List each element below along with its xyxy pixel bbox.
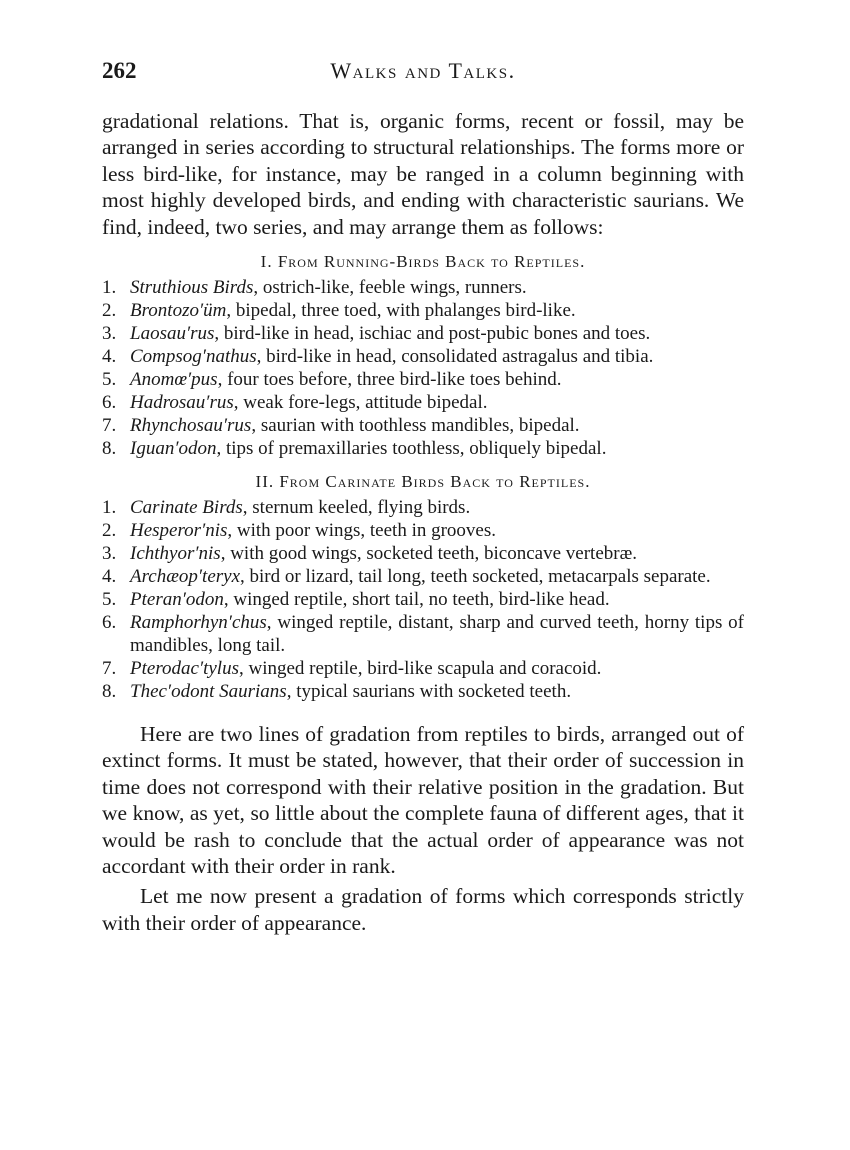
item-number: 2. <box>102 520 117 542</box>
taxon-description: , with good wings, socketed teeth, biconcave vertebræ. <box>220 543 638 565</box>
list-item <box>102 680 744 703</box>
taxon-name: Thec′odont Saurians <box>130 681 287 703</box>
item-number: 3. <box>102 323 117 345</box>
taxon-name: Compsog′nathus <box>130 346 257 368</box>
taxon-description: , sternum keeled, flying birds. <box>242 497 471 519</box>
list-item <box>102 391 744 414</box>
list-item <box>102 437 744 460</box>
list-item <box>102 588 744 611</box>
item-number: 2. <box>102 300 117 322</box>
taxon-description: , with poor wings, teeth in grooves. <box>227 520 497 542</box>
closing-paragraph-one: Here are two lines of gradation from reptiles to birds, arranged out of extinct forms. It must be stated, however, that their order of succession in time does not correspond with their relative position in the gradation. But we know, as yet, so little about the complete fauna of different ages, that it would be rash to conclude that the actual order of appearance was not accordant with their order in rank. <box>102 722 744 879</box>
page-body <box>102 108 744 936</box>
list-item <box>102 368 744 391</box>
list-item <box>102 542 744 565</box>
list-item <box>102 276 744 299</box>
list-item <box>102 345 744 368</box>
item-number: 5. <box>102 589 117 611</box>
item-number: 4. <box>102 346 117 368</box>
section-gap <box>102 703 744 721</box>
taxon-name: Pteran′odon <box>130 589 224 611</box>
page-number: 262 <box>102 58 137 83</box>
taxon-name: Hesperor′nis <box>130 520 228 542</box>
list-item <box>102 657 744 680</box>
taxon-name: Iguan′odon <box>130 438 217 460</box>
series-one-heading: I. From Running-Birds Back to Reptiles. <box>260 252 586 272</box>
taxon-description: , saurian with toothless mandibles, bipedal. <box>251 415 580 437</box>
closing-paragraph-two: Let me now present a gradation of forms which corresponds strictly with their order of appearance. <box>102 884 744 935</box>
taxon-description: , winged reptile, short tail, no teeth, bird-like head. <box>223 589 610 611</box>
taxon-name: Pterodac′tylus <box>130 658 239 680</box>
taxon-description: , bird-like in head, consolidated astragalus and tibia. <box>256 346 654 368</box>
taxon-description: , four toes before, three bird-like toes behind. <box>217 369 562 391</box>
taxon-name: Struthious Birds <box>130 277 254 299</box>
series-one-list <box>102 276 744 460</box>
taxon-name: Carinate Birds <box>130 497 243 519</box>
series-two-heading: II. From Carinate Birds Back to Reptiles. <box>255 472 591 492</box>
taxon-name: Ichthyor′nis <box>130 543 221 565</box>
list-item <box>102 519 744 542</box>
item-number: 8. <box>102 681 117 703</box>
taxon-description: , bird or lizard, tail long, teeth socketed, metacarpals separate. <box>240 566 711 588</box>
taxon-description: , typical saurians with socketed teeth. <box>286 681 572 703</box>
taxon-name: Rhynchosau′rus <box>130 415 252 437</box>
taxon-description: , tips of premaxillaries toothless, obliquely bipedal. <box>216 438 607 460</box>
taxon-name: Brontozo′üm <box>130 300 227 322</box>
running-title: Walks and Talks. <box>330 58 516 83</box>
item-number: 3. <box>102 543 117 565</box>
item-number: 1. <box>102 497 117 519</box>
item-number: 6. <box>102 612 117 634</box>
series-two-list <box>102 496 744 703</box>
item-number: 4. <box>102 566 117 588</box>
item-number: 8. <box>102 438 117 460</box>
taxon-name: Hadrosau′rus <box>130 392 234 414</box>
list-item <box>102 322 744 345</box>
item-number: 6. <box>102 392 117 414</box>
page-header <box>102 58 744 88</box>
item-number: 7. <box>102 415 117 437</box>
taxon-name: Ramphorhyn′chus <box>130 612 267 634</box>
list-item <box>102 414 744 437</box>
list-item <box>102 299 744 322</box>
item-number: 7. <box>102 658 117 680</box>
list-item <box>102 611 744 657</box>
list-item <box>102 565 744 588</box>
taxon-description: , ostrich-like, feeble wings, runners. <box>253 277 527 299</box>
taxon-name: Archæop′teryx <box>130 566 241 588</box>
item-number: 1. <box>102 277 117 299</box>
taxon-name: Laosau′rus <box>130 323 215 345</box>
taxon-description: , bird-like in head, ischiac and post-pubic bones and toes. <box>214 323 651 345</box>
taxon-name: Anomœ′pus <box>130 369 218 391</box>
taxon-description: , winged reptile, bird-like scapula and coracoid. <box>238 658 602 680</box>
taxon-description: , winged reptile, distant, sharp and curved teeth, horny tips of mandibles, long tail. <box>130 612 744 657</box>
intro-paragraph: gradational relations. That is, organic forms, recent or fossil, may be arranged in series according to structural relationships. The forms more or less bird-like, for instance, may be ranged in a column beginning with most highly developed birds, and ending with characteristic saurians. We find, indeed, two series, and may arrange them as follows: <box>102 109 744 239</box>
taxon-description: , weak fore-legs, attitude bipedal. <box>233 392 488 414</box>
taxon-description: , bipedal, three toed, with phalanges bird-like. <box>226 300 576 322</box>
list-item <box>102 496 744 519</box>
item-number: 5. <box>102 369 117 391</box>
